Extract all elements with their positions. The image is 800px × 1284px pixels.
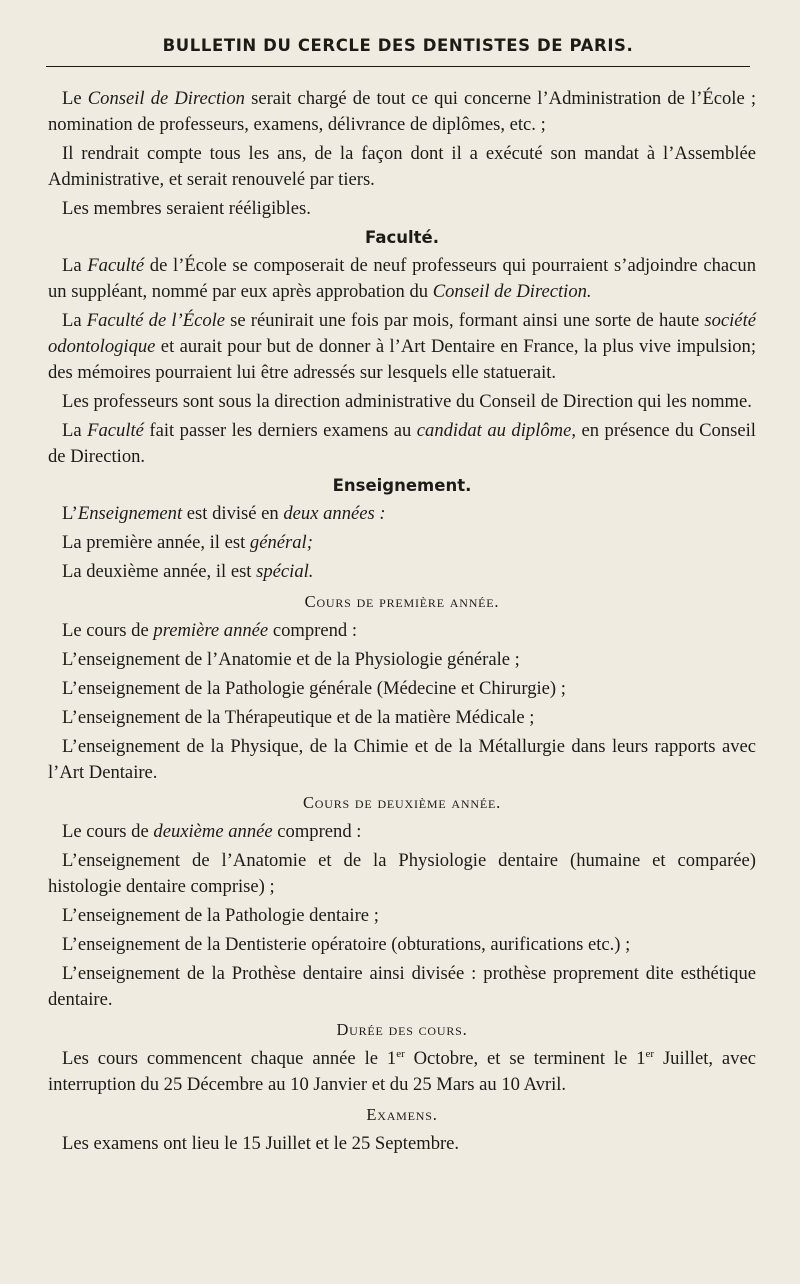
paragraph: Le Conseil de Direction serait chargé de tout ce qui concerne l’Administration de l’École ; nomination de professeurs, examens, délivrance de diplômes, etc. ;	[48, 88, 757, 135]
paragraph: L’Enseignement est divisé en deux années :	[62, 503, 386, 524]
running-header: BULLETIN DU CERCLE DES DENTISTES DE PARIS.	[162, 36, 634, 55]
paragraph: La première année, il est général;	[62, 532, 313, 553]
list-item: L’enseignement de la Physique, de la Chimie et de la Métallurgie dans leurs rapports avec l’Art Dentaire.	[48, 736, 756, 783]
paragraph: Le cours de première année comprend :	[62, 620, 357, 641]
paragraph: Les professeurs sont sous la direction administrative du Conseil de Direction qui les nomme.	[62, 391, 752, 412]
paragraph: La deuxième année, il est spécial.	[62, 561, 314, 582]
list-item: L’enseignement de l’Anatomie et de la Physiologie dentaire (humaine et comparée) histologie dentaire comprise) ;	[48, 850, 756, 897]
list-item: L’enseignement de la Thérapeutique et de la matière Médicale ;	[62, 707, 535, 728]
subheading-examens: Examens.	[366, 1105, 438, 1124]
subheading-duree: Durée des cours.	[336, 1020, 468, 1039]
list-item: L’enseignement de la Pathologie dentaire ;	[62, 905, 379, 926]
list-item: L’enseignement de l’Anatomie et de la Physiologie générale ;	[62, 649, 520, 670]
paragraph: La Faculté de l’École se composerait de neuf professeurs qui pourraient s’adjoindre chacun un suppléant, nommé par eux après approbation du Conseil de Direction.	[48, 255, 756, 302]
list-item: L’enseignement de la Dentisterie opératoire (obturations, aurifications etc.) ;	[62, 934, 631, 955]
paragraph: Les cours commencent chaque année le 1er Octobre, et se terminent le 1er Juillet, avec interruption du 25 Décembre au 10 Janvier et du 25 Mars au 10 Avril.	[48, 1047, 756, 1095]
paragraph: Les membres seraient rééligibles.	[62, 198, 311, 219]
page-body	[48, 86, 756, 1157]
header-rule	[46, 66, 750, 67]
section-heading-enseignement: Enseignement.	[332, 476, 472, 495]
paragraph: Le cours de deuxième année comprend :	[62, 821, 362, 842]
subheading-deuxieme-annee: Cours de deuxième année.	[302, 793, 502, 812]
subheading-premiere-annee: Cours de première année.	[304, 592, 500, 611]
paragraph: Les examens ont lieu le 15 Juillet et le 25 Septembre.	[62, 1133, 460, 1154]
paragraph: La Faculté de l’École se réunirait une fois par mois, formant ainsi une sorte de haute société odontologique et aurait pour but de donner à l’Art Dentaire en France, la plus vive impulsion; des mémoires pourraient lui être adressés sur lesquels elle statuerait.	[48, 310, 756, 383]
list-item: L’enseignement de la Prothèse dentaire ainsi divisée : prothèse proprement dite esthétique dentaire.	[48, 963, 756, 1010]
paragraph: La Faculté fait passer les derniers examens au candidat au diplôme, en présence du Conseil de Direction.	[48, 420, 756, 467]
list-item: L’enseignement de la Pathologie générale (Médecine et Chirurgie) ;	[62, 678, 566, 699]
paragraph: Il rendrait compte tous les ans, de la façon dont il a exécuté son mandat à l’Assemblée Administrative, et serait renouvelé par tiers.	[48, 143, 756, 190]
section-heading-faculte: Faculté.	[365, 228, 439, 247]
